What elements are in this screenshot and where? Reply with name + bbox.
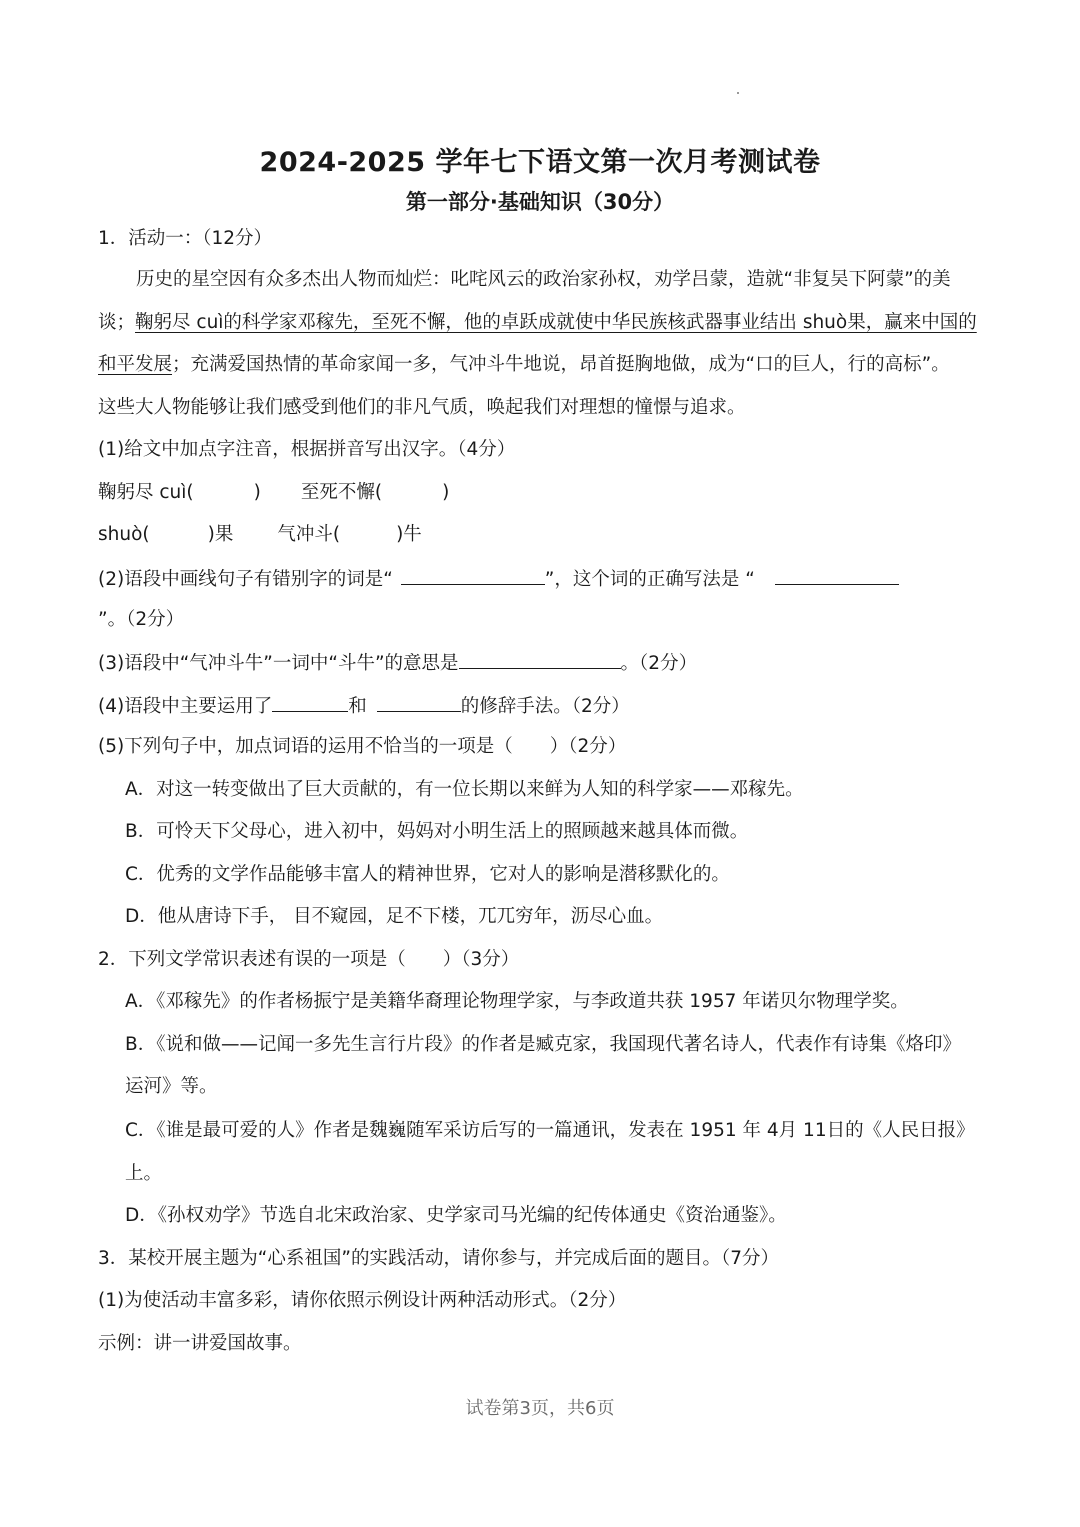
q3-sub1: (1)为使活动丰富多彩，请你依照示例设计两种活动形式。（2分）: [98, 1290, 627, 1311]
answer-blank-wrong-word[interactable]: [401, 564, 545, 585]
answer-slot-shuo-close: )果: [207, 524, 234, 545]
answer-blank-dou-niu-meaning[interactable]: [459, 648, 621, 669]
q2-option-d: D．《孙权劝学》节选自北宋政治家、史学家司马光编的纪传体通史《资治通鉴》。: [125, 1205, 787, 1226]
q1-sub5-prompt: (5)下列句子中，加点词语的运用不恰当的一项是（ ）（2分）: [98, 736, 627, 757]
q1-sub2: [98, 564, 899, 594]
underlined-sentence-part-2: 和平发展: [98, 354, 173, 375]
passage-line-4: 这些大人物能够让我们感受到他们的非凡气质，唤起我们对理想的憧憬与追求。: [98, 397, 746, 418]
q1-sub1-row-1: [98, 479, 449, 507]
scan-speck: [737, 92, 739, 94]
q1-sub3: [98, 648, 697, 678]
q2-option-c-line-1: C．《谁是最可爱的人》作者是魏巍随军采访后写的一篇通讯，发表在 1951 年 4月 11日的《人民日报》: [125, 1120, 975, 1141]
q1-sub4: [98, 691, 630, 721]
answer-slot-dou-close: )牛: [396, 524, 422, 545]
q1-sub4-text-3: 的修辞手法。（2分）: [460, 696, 630, 717]
q1-sub4-text-1: (4)语段中主要运用了: [98, 696, 273, 717]
q1-sub1-row-2: [98, 521, 422, 549]
answer-blank-rhetoric-1[interactable]: [272, 691, 348, 712]
passage-line-3: [98, 351, 950, 379]
answer-blank-correct-word[interactable]: [775, 564, 899, 585]
part-heading: 第一部分·基础知识（30分）: [405, 190, 675, 214]
answer-slot-xie: 至死不懈(: [300, 482, 383, 503]
q2-option-a: A．《邓稼先》的作者杨振宁是美籍华裔理论物理学家，与李政道共获 1957 年诺贝尔物理学奖。: [125, 991, 909, 1012]
answer-slot-cui: 鞠躬尽 cuì(: [98, 482, 194, 503]
page-footer: 试卷第3页，共6页: [465, 1398, 615, 1419]
answer-blank-rhetoric-2[interactable]: [377, 691, 461, 712]
q1-sub5-option-d: D．他从唐诗下手， 目不窥园，足不下楼，兀兀穷年，沥尽心血。: [125, 906, 664, 927]
q3-prompt: 3．某校开展主题为“心系祖国”的实践活动，请你参与，并完成后面的题目。（7分）: [98, 1248, 779, 1269]
q1-sub3-text-2: 。（2分）: [620, 653, 698, 674]
passage-line-3-post: ；充满爱国热情的革命家闻一多，气冲斗牛地说，昂首挺胸地做，成为“口的巨人，行的高标”。: [172, 354, 950, 375]
q1-label: 1．活动一：（12分）: [98, 228, 273, 249]
q1-sub5-option-b: B．可怜天下父母心，进入初中，妈妈对小明生活上的照顾越来越具体而微。: [125, 821, 749, 842]
passage-line-2-pre: 谈；: [98, 312, 136, 333]
answer-slot-shuo: shuò(: [98, 524, 150, 545]
passage-line-2: [98, 309, 977, 337]
answer-slot-dou: 气冲斗(: [277, 524, 341, 545]
q2-option-b-line-1: B．《说和做——记闻一多先生言行片段》的作者是臧克家，我国现代著名诗人，代表作有诗集《烙印》: [125, 1034, 961, 1055]
q1-sub1-prompt: (1)给文中加点字注音，根据拼音写出汉字。（4分）: [98, 439, 516, 460]
exam-title: 2024-2025 学年七下语文第一次月考测试卷: [259, 147, 821, 178]
q1-sub2-tail: ”。（2分）: [98, 609, 185, 630]
underlined-sentence-part-1: 鞠躬尽 cuì的科学家邓稼先，至死不懈，他的卓跃成就使中华民族核武器事业结出 shuò果，赢来中国的: [135, 312, 977, 333]
q3-example: 示例：讲一讲爱国故事。: [98, 1333, 302, 1354]
q1-sub2-text-2: ”，这个词的正确写法是 “: [544, 569, 755, 590]
passage-line-1: 历史的星空因有众多杰出人物而灿烂：叱咤风云的政治家孙权，劝学吕蒙，造就“非复吴下阿蒙”的美: [136, 269, 951, 290]
q1-sub4-text-2: 和: [348, 696, 367, 717]
q1-sub5-option-a: A．对这一转变做出了巨大贡献的，有一位长期以来鲜为人知的科学家——邓稼先。: [125, 779, 804, 800]
q2-prompt: 2．下列文学常识表述有误的一项是（ ）（3分）: [98, 949, 520, 970]
q1-sub5-option-c: C．优秀的文学作品能够丰富人的精神世界，它对人的影响是潜移默化的。: [125, 864, 730, 885]
q2-option-c-line-2: 上。: [125, 1163, 163, 1184]
q1-sub2-text-1: (2)语段中画线句子有错别字的词是“: [98, 569, 393, 590]
q1-sub3-text-1: (3)语段中“气冲斗牛”一词中“斗牛”的意思是: [98, 653, 459, 674]
answer-slot-xie-close: ): [442, 482, 450, 503]
answer-slot-cui-close: ): [253, 482, 261, 503]
q2-option-b-line-2: 运河》等。: [125, 1076, 218, 1097]
